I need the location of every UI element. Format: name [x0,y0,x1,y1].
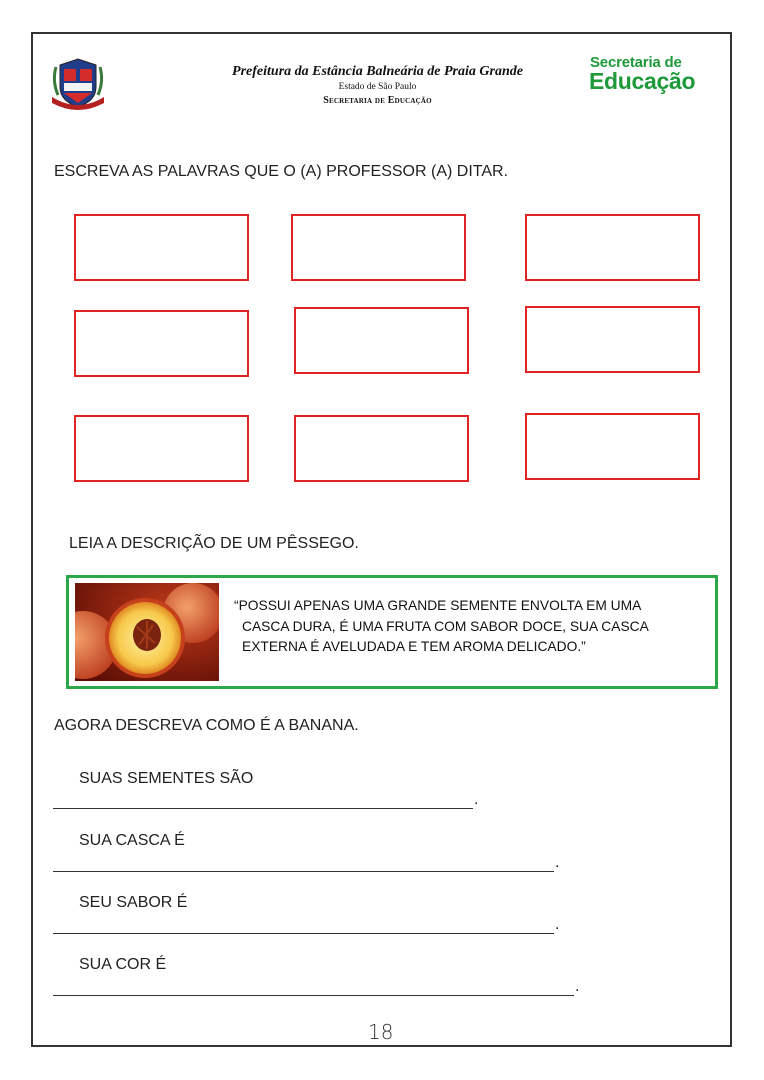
header-state: Estado de São Paulo [338,82,417,92]
word-box-1[interactable] [74,214,249,281]
page-number: 18 [368,1020,394,1044]
header-department: Secretaria de Educação [323,95,432,106]
quote-line-3: EXTERNA É AVELUDADA E TEM AROMA DELICADO.” [242,639,586,654]
secretaria-logo-line2: Educação [589,68,696,94]
answer-line-seeds[interactable] [53,808,473,809]
peach-quote [234,596,709,658]
word-box-3[interactable] [525,214,700,281]
word-box-8[interactable] [294,415,469,482]
line-end-dot: . [474,791,479,808]
quote-line-1: “POSSUI APENAS UMA GRANDE SEMENTE ENVOLTA EM UMA [234,598,642,613]
peach-photo [75,583,219,681]
prompt-peel: SUA CASCA É [79,832,185,849]
line-end-dot: . [575,978,580,995]
answer-line-color[interactable] [53,995,574,996]
prompt-color: SUA COR É [79,956,167,973]
dictation-instruction: ESCREVA AS PALAVRAS QUE O (A) PROFESSOR (A) DITAR. [54,163,509,180]
prompt-seeds: SUAS SEMENTES SÃO [79,770,254,787]
word-box-9[interactable] [525,413,700,480]
quote-line-2: CASCA DURA, É UMA FRUTA COM SABOR DOCE, SUA CASCA [242,618,649,634]
word-box-6[interactable] [525,306,700,373]
answer-line-flavor[interactable] [53,933,554,934]
secretaria-logo-line1: Secretaria de [590,54,682,71]
header-title: Prefeitura da Estância Balneária de Praia Grande [232,64,523,79]
banana-instruction: AGORA DESCREVA COMO É A BANANA. [54,717,359,734]
word-box-7[interactable] [74,415,249,482]
line-end-dot: . [555,854,560,871]
word-box-4[interactable] [74,310,249,377]
description-instruction: LEIA A DESCRIÇÃO DE UM PÊSSEGO. [69,535,359,552]
municipal-crest-icon [50,57,106,111]
line-end-dot: . [555,916,560,933]
prompt-flavor: SEU SABOR É [79,894,188,911]
word-box-5[interactable] [294,307,469,374]
answer-line-peel[interactable] [53,871,554,872]
word-box-2[interactable] [291,214,466,281]
